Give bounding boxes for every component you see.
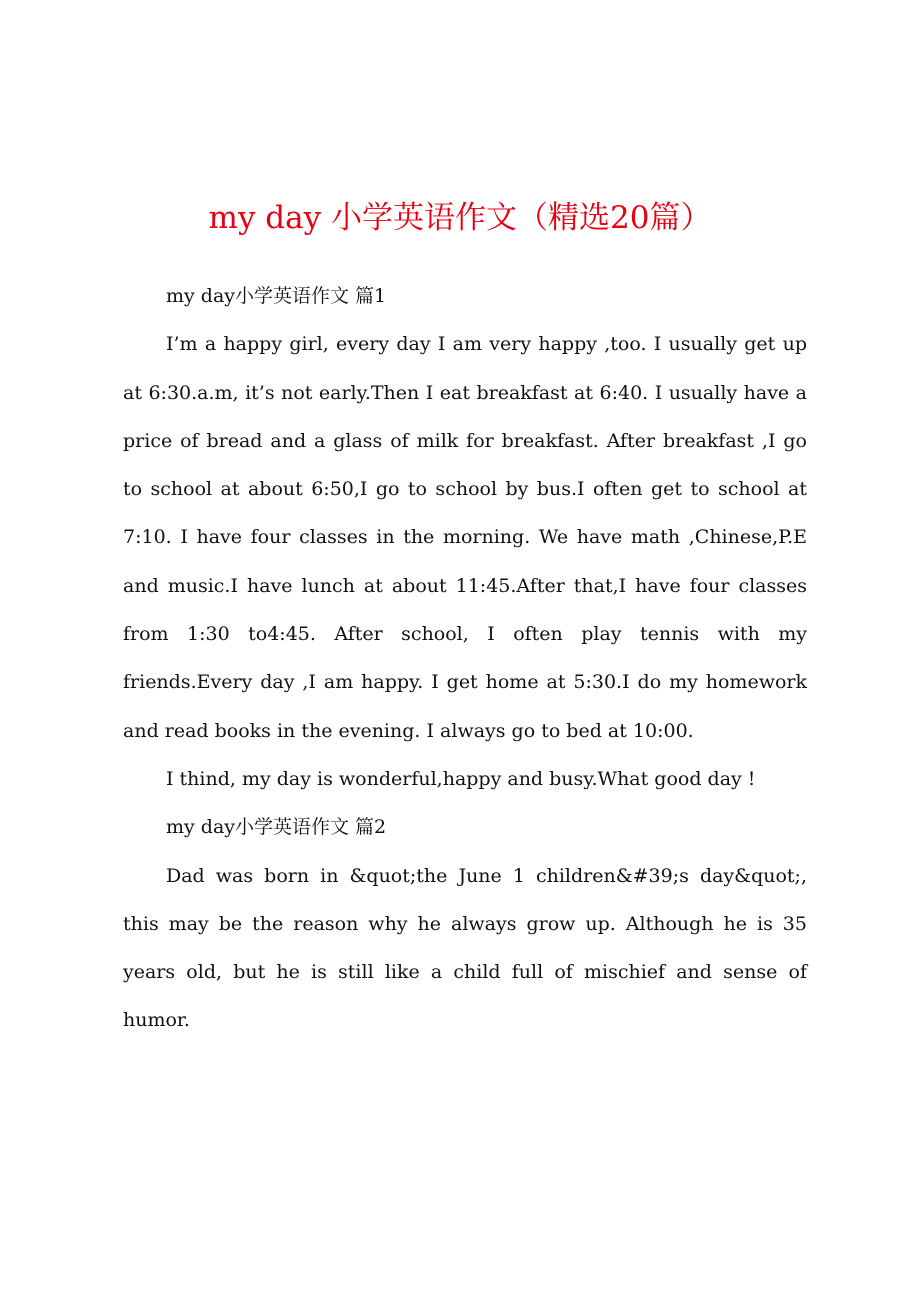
section-heading-1: my day小学英语作文 篇1 — [166, 285, 387, 307]
document-body — [123, 272, 807, 1045]
section-1-paragraph-2: I thind, my day is wonderful,happy and busy.What good day ! — [166, 767, 756, 790]
document-title: my day 小学英语作文（精选20篇） — [208, 200, 712, 236]
section-1-paragraph-1: I’m a happy girl, every day I am very happy ,too. I usually get up at 6:30.a.m, it’s not early.Then I eat breakfast at 6:40. I usually have a price of bread and a glass of milk for breakfast. After breakfast ,I go to school at about 6:50,I go to school by bus.I often get to school at 7:10. I have four classes in the morning. We have math ,Chinese,P.E and music.I have lunch at about 11:45.After that,I have four classes from 1:30 to4:45. After school, I often play tennis with my friends.Every day ,I am happy. I get home at 5:30.I do my homework and read books in the evening. I always go to bed at 10:00. — [123, 333, 807, 742]
section-heading-2: my day小学英语作文 篇2 — [166, 816, 387, 839]
section-2-paragraph-1: Dad was born in &quot;the June 1 children&#39;s day&quot;, this may be the reason why he always grow up. Although he is 35 years old, but he is still like a child full of mischief and sense of humor. — [123, 864, 807, 1032]
